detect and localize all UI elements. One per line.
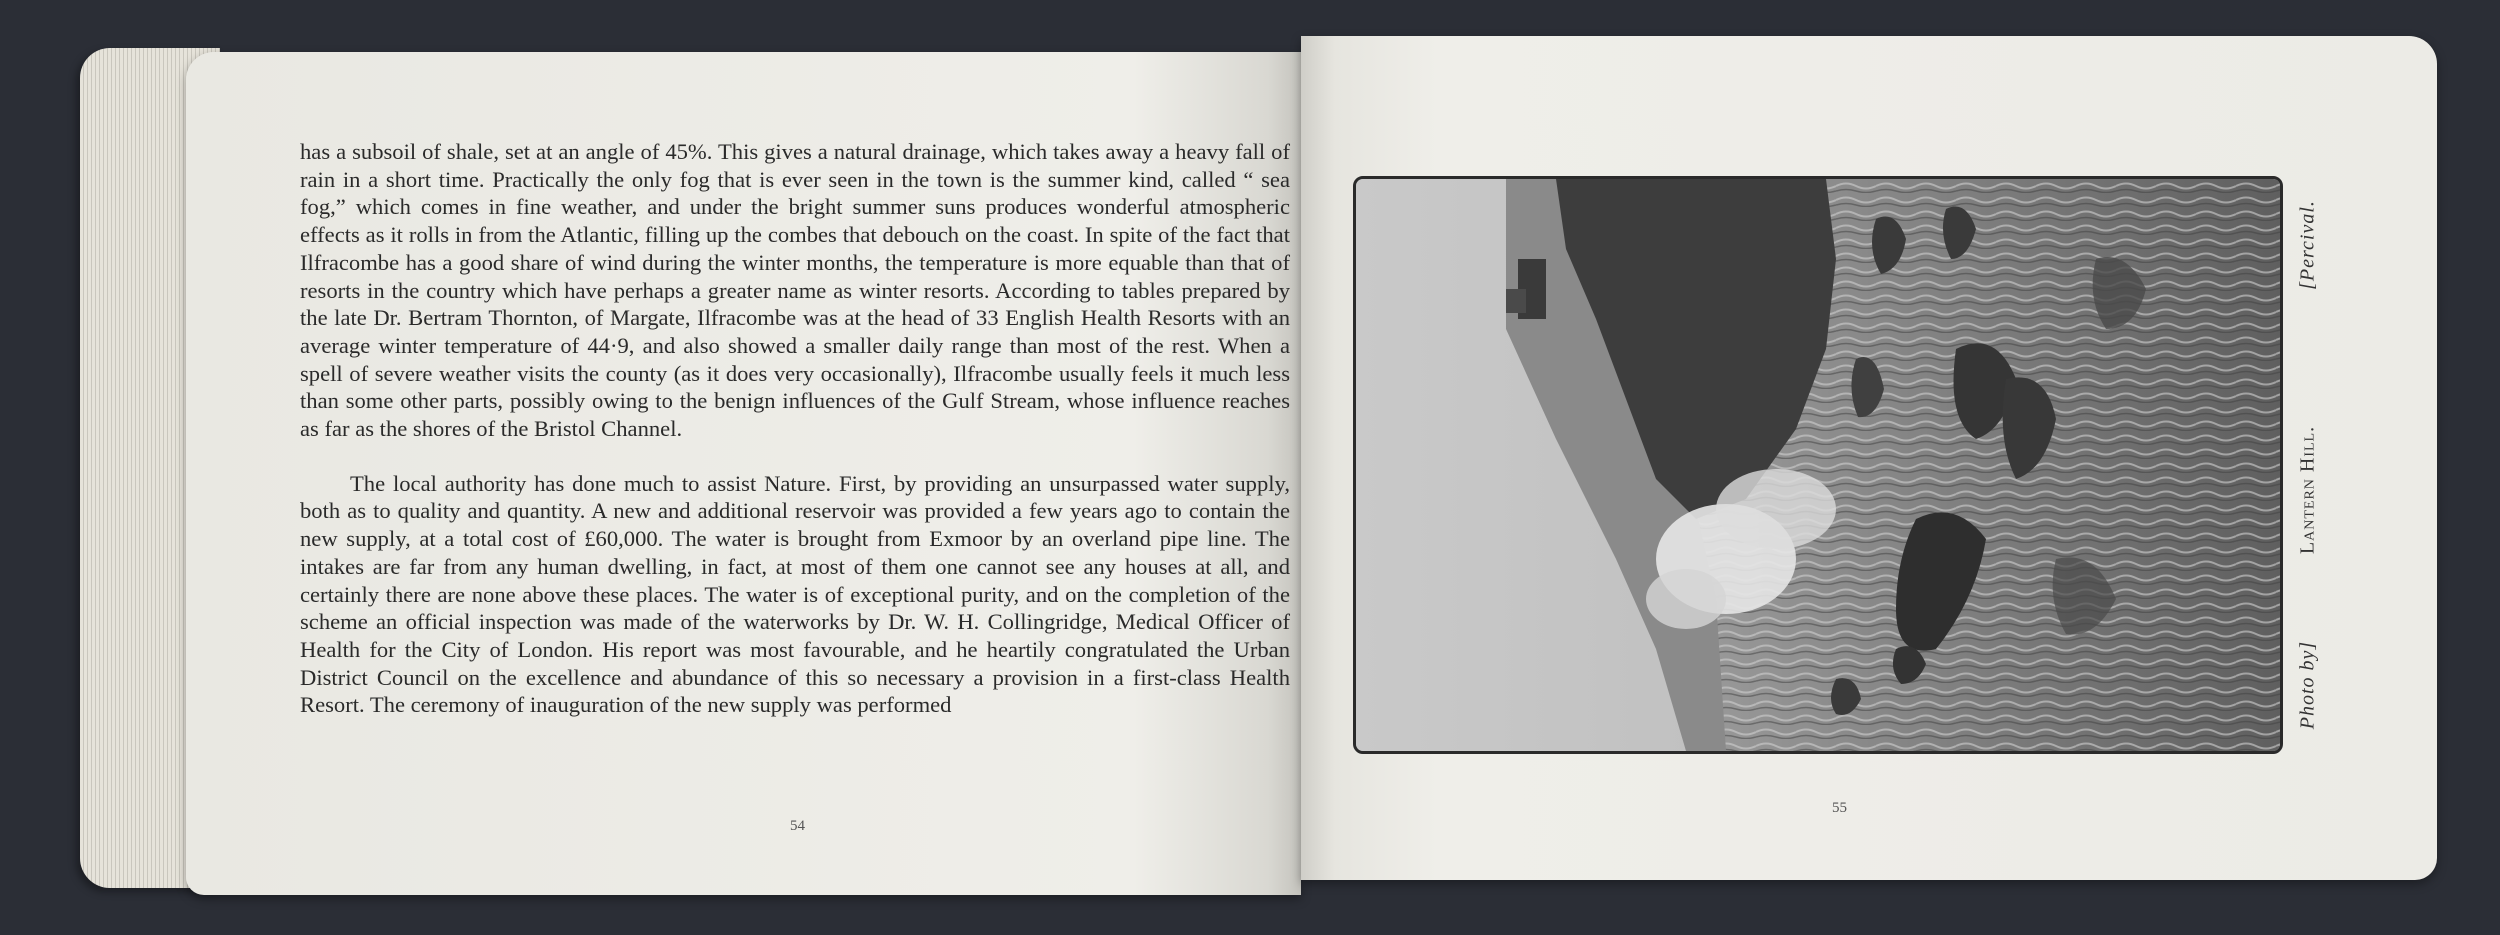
page-number-left: 54 <box>790 818 805 834</box>
paragraph-2: The local authority has done much to assist Nature. First, by providing an unsurpassed water supply, both as to quality and quantity. A new and additional reservoir was provided a few years ago to contain the new supply, at a total cost of £60,000. The water is brought from Exmoor by an overland pipe line. The intakes are far from any human dwelling, in fact, at most of them one cannot see any houses at all, and certainly there are none above these places. The water is of exceptional purity, and on the completion of the scheme an official inspection was made of the waterworks by Dr. W. H. Collingridge, Medical Officer of Health for the City of London. His report was most favourable, and he heartily congratulated the Urban District Council on the excellence and abundance of this so necessary a provision in a first-class Health Resort. The ceremony of inauguration of the new supply was performed <box>300 470 1290 718</box>
paragraph-1: has a subsoil of shale, set at an angle of 45%. This gives a natural drainage, which takes away a heavy fall of rain in a short time. Practically the only fog that is ever seen in the town is the summer kind, called “ sea fog,” which comes in fine weather, and under the bright summer suns produces wonderful atmospheric effects as it rolls in from the Atlantic, filling up the combes that debouch on the coast. In spite of the fact that Ilfracombe has a good share of wind during the winter months, the temperature is more equable than that of resorts in the country which have perhaps a greater name as winter resorts. According to tables prepared by the late Dr. Bertram Thornton, of Margate, Ilfracombe was at the head of 33 English Health Resorts with an average winter temperature of 44·9, and also showed a smaller daily range than most of the rest. When a spell of severe weather visits the county (as it does very occasionally), Ilfracombe usually feels it much less than some other parts, possibly owing to the benign influences of the Gulf Stream, whose influence reaches as far as the shores of the Bristol Channel. <box>300 139 1290 442</box>
page-number-right: 55 <box>1832 800 1847 816</box>
caption-title: Lantern Hill. <box>2296 425 2319 555</box>
photo-caption <box>2288 190 2328 730</box>
body-text <box>300 138 1290 719</box>
caption-credit: Photo by] <box>2296 640 2319 730</box>
photograph-lantern-hill <box>1353 176 2283 754</box>
photo-illustration <box>1356 179 2280 751</box>
caption-photographer: [Percival. <box>2296 200 2319 290</box>
